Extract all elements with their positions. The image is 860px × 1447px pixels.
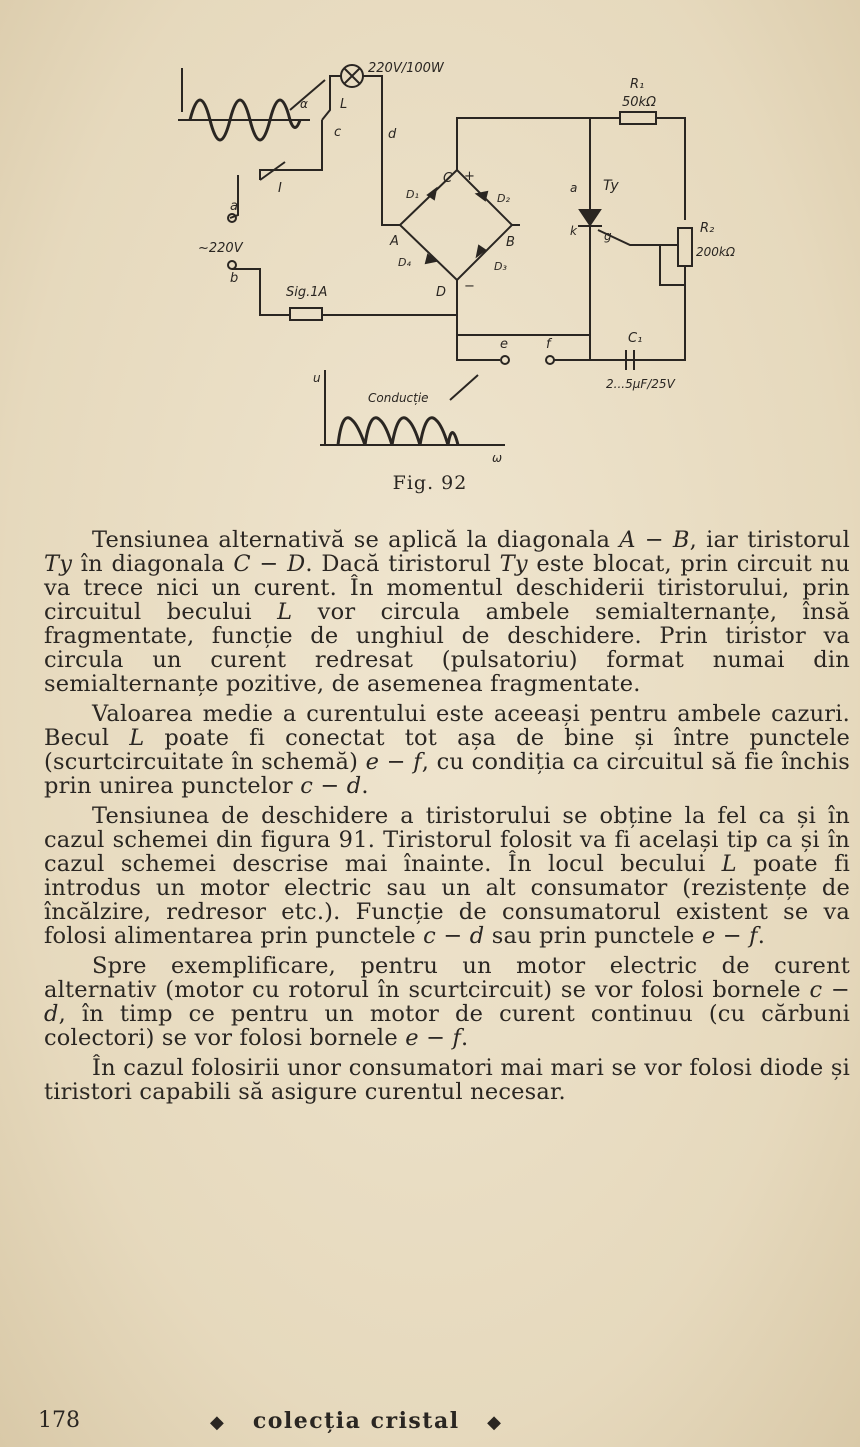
italic-symbol: c − d	[44, 977, 850, 1027]
page-footer	[38, 1404, 818, 1444]
d4-label: D₄	[398, 256, 411, 269]
lamp-label: L	[340, 97, 348, 112]
italic-symbol: Ty	[499, 551, 528, 577]
node-c-label: c	[334, 125, 342, 140]
italic-symbol: L	[721, 851, 737, 877]
italic-symbol: c − d	[300, 773, 362, 799]
text-run: poate fi conectat tot așa de bine și între punctele (scurtcircuitate în schemă)	[44, 725, 850, 775]
italic-symbol: c − d	[423, 923, 485, 949]
paragraph-3	[44, 804, 850, 948]
text-run: , în timp ce pentru un motor de curent continuu (cu cărbuni colectori) se vor folosi bornele	[44, 1001, 850, 1051]
text-run: vor circula ambele semialternanțe, însă fragmentate, funcție de unghiul de deschidere. Prin tiristor va circula un curent redresat (pulsatoriu) format numai din semialternanțe pozitive, de asemenea fragmentate.	[44, 599, 850, 697]
body-text	[44, 528, 850, 1110]
circuit-diagram	[160, 50, 780, 470]
conduction-waveform	[338, 418, 458, 445]
r1-value-label: 50kΩ	[622, 95, 657, 110]
series-title: colecția cristal	[252, 1408, 460, 1434]
series-title-line	[210, 1408, 502, 1434]
r1-name-label: R₁	[630, 77, 645, 92]
ornament-left: ◆	[210, 1412, 226, 1433]
wire-switch	[260, 120, 322, 180]
node-e-label: e	[500, 337, 508, 352]
text-run: , cu condiția ca circuitul să fie închis prin unirea punctelor	[44, 749, 850, 799]
bridge-d-label: D	[436, 285, 447, 300]
d2-label: D₂	[497, 192, 510, 205]
conduction-label: Conducție	[368, 391, 429, 405]
text-run: este blocat, prin circuit nu va trece nici un curent. În momentul deschiderii tiristorului, prin circuitul becului	[44, 551, 850, 625]
paragraph-5	[44, 1056, 850, 1104]
page-number: 178	[38, 1408, 80, 1433]
d1-label: D₁	[406, 188, 419, 201]
thyristor-symbol	[580, 210, 600, 225]
text-run: . Dacă tiristorul	[305, 551, 500, 577]
text-run: sau prin punctele	[484, 923, 702, 949]
text-run: Spre exemplificare, pentru un motor electric de curent alternativ (motor cu rotorul în scurtcircuit) se vor folosi bornele	[44, 953, 850, 1003]
paragraph-2	[44, 702, 850, 798]
axis-u-label: u	[313, 371, 321, 385]
plus-label: +	[464, 169, 475, 184]
italic-symbol: L	[277, 599, 293, 625]
circuit-figure	[160, 50, 780, 470]
italic-symbol: L	[129, 725, 145, 751]
italic-symbol: A − B	[619, 527, 690, 553]
bridge-c-label: C	[443, 171, 453, 186]
thyristor-label: Ty	[603, 178, 619, 194]
text-run: În cazul folosirii unor consumatori mai mari se vor folosi diode și tiristori capabili să asigure curentul necesar.	[44, 1055, 850, 1105]
resistor-r1	[620, 112, 656, 124]
paragraph-1	[44, 528, 850, 696]
paragraph-4	[44, 954, 850, 1050]
axis-w-label: ω	[492, 451, 503, 465]
text-run: poate fi introdus un motor electric sau un alt consumator (rezistențe de încălzire, redresor etc.). Funcție de consumatorul existent se va folosi alimentarea prin punctele	[44, 851, 851, 949]
node-a-label: a	[230, 199, 238, 214]
r2-value-label: 200kΩ	[696, 245, 736, 259]
switch-label: I	[278, 181, 282, 196]
ornament-right: ◆	[487, 1412, 503, 1433]
lamp-rating-label: 220V/100W	[368, 61, 444, 76]
text-run: , iar tiristorul	[689, 527, 850, 553]
text-run: Tensiunea de deschidere a tiristorului se obține la fel ca și în cazul schemei din figura 91. Tiristorul folosit va fi același tip ca și în cazul schemei descrise mai înainte. În locul becului	[44, 803, 850, 877]
text-run: .	[461, 1025, 469, 1051]
node-b-label: b	[230, 271, 239, 286]
diode-d2	[477, 192, 487, 200]
minus-label: −	[464, 279, 475, 294]
cathode-label: k	[570, 224, 577, 238]
fuse-symbol	[290, 308, 322, 320]
cap-label: C₁	[628, 331, 643, 346]
cap-value-label: 2...5μF/25V	[606, 377, 675, 391]
supply-label: ~220V	[198, 241, 243, 256]
text-run: în diagonala	[72, 551, 234, 577]
bridge-a-label: A	[390, 234, 399, 249]
conduction-arrow	[450, 375, 478, 400]
text-run: Valoarea medie a curentului este aceeași pentru ambele cazuri. Becul	[44, 701, 850, 751]
bridge-b-label: B	[506, 235, 515, 250]
node-f-label: f	[546, 337, 551, 352]
italic-symbol: e − f	[405, 1025, 462, 1051]
node-d-label: d	[388, 127, 397, 142]
italic-symbol: C − D	[233, 551, 306, 577]
italic-symbol: e − f	[365, 749, 422, 775]
italic-symbol: e − f	[701, 923, 758, 949]
fuse-label: Sig.1A	[286, 285, 328, 300]
figure-caption: Fig. 92	[392, 472, 468, 494]
italic-symbol: Ty	[44, 551, 73, 577]
text-run: .	[757, 923, 766, 949]
potentiometer-r2	[678, 228, 692, 266]
r2-name-label: R₂	[700, 221, 715, 236]
text-run: .	[361, 773, 369, 799]
gate-label: g	[604, 229, 612, 243]
text-run: Tensiunea alternativă se aplică la diagonala	[92, 527, 620, 553]
anode-label: a	[570, 181, 578, 195]
lamp-cross	[344, 68, 360, 84]
diode-d4	[426, 255, 436, 263]
d3-label: D₃	[494, 260, 507, 273]
alpha-label: α	[300, 97, 308, 111]
